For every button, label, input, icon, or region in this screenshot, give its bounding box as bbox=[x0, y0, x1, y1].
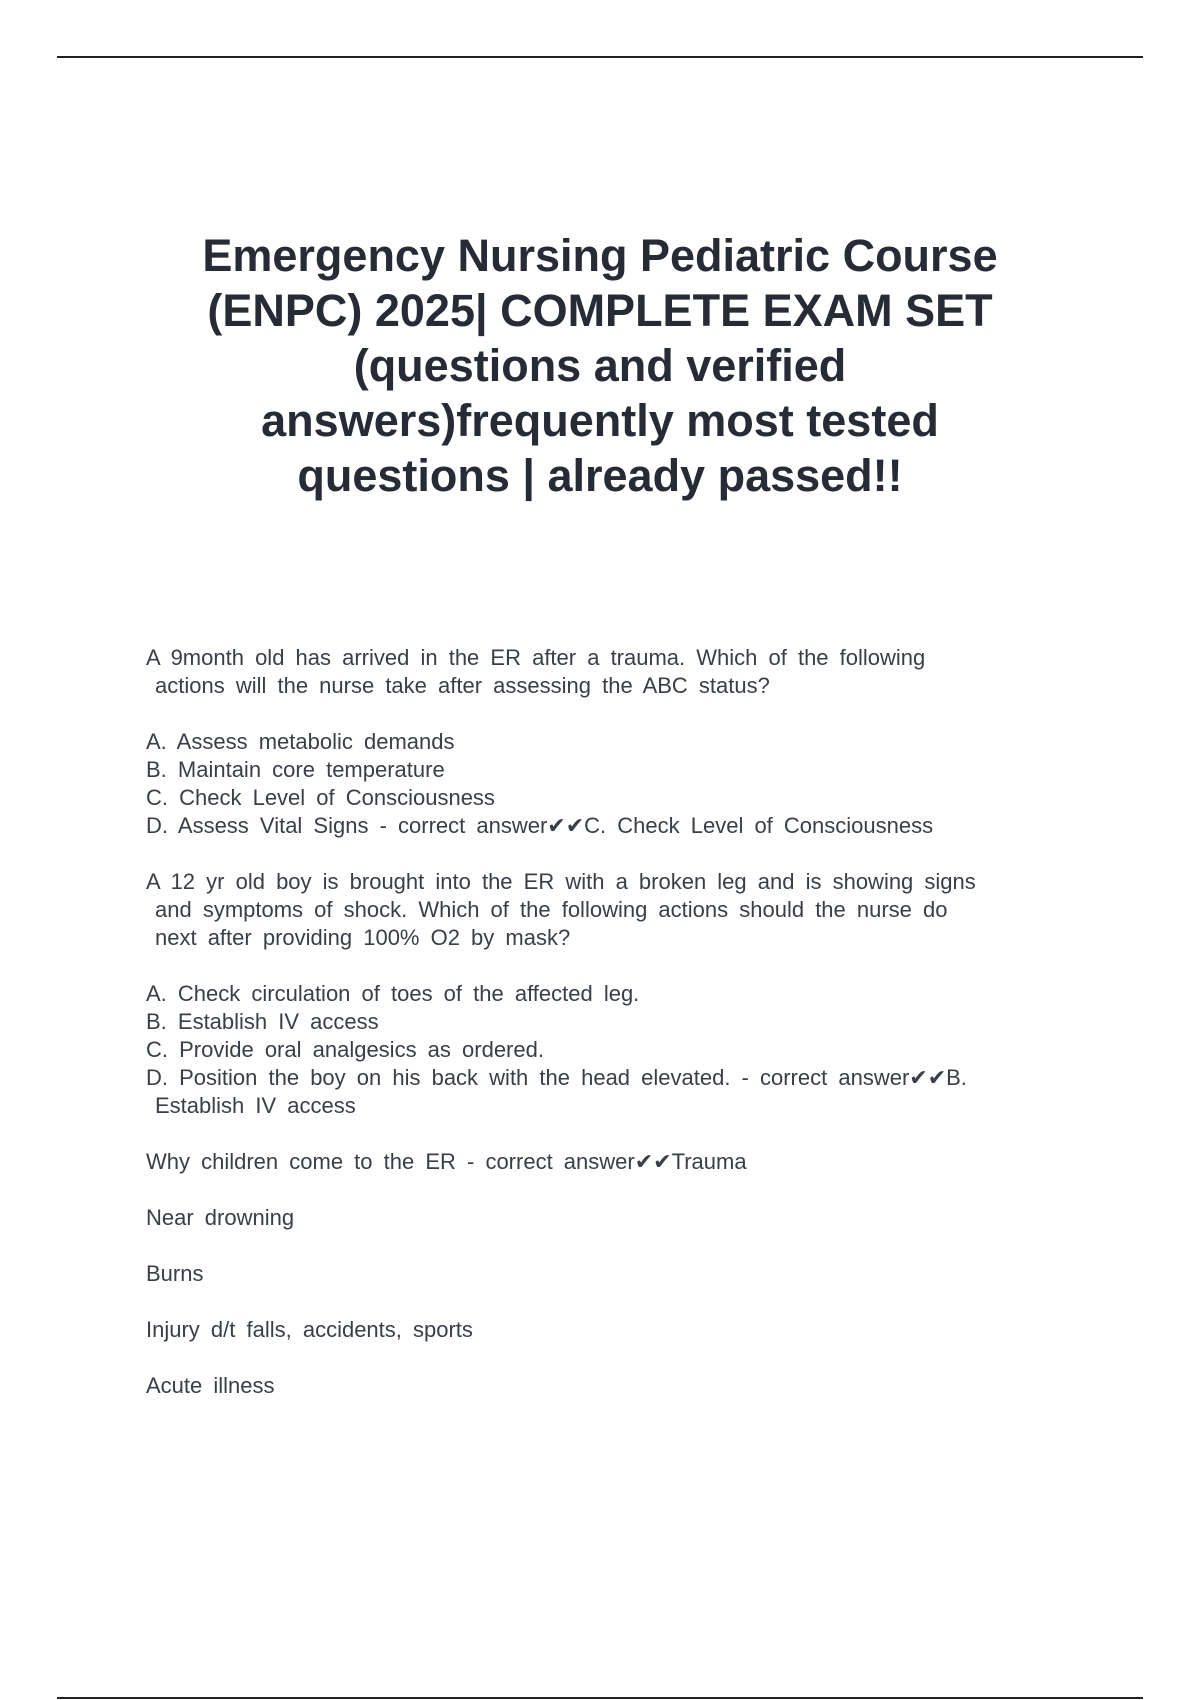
options-list bbox=[146, 980, 1086, 1120]
title-line: answers)frequently most tested bbox=[261, 395, 939, 446]
option-item: B. Establish IV access bbox=[146, 1009, 379, 1034]
answer-item: Burns bbox=[146, 1261, 204, 1286]
question-block bbox=[146, 868, 1086, 952]
answer-item: Acute illness bbox=[146, 1373, 275, 1398]
question-text: next after providing 100% O2 by mask? bbox=[155, 925, 571, 950]
spacer bbox=[146, 1120, 1086, 1148]
top-divider bbox=[57, 56, 1143, 58]
question-text: Why children come to the ER - correct answer✔✔Trauma bbox=[146, 1149, 747, 1174]
option-item: C. Check Level of Consciousness bbox=[146, 785, 495, 810]
answer-item: Injury d/t falls, accidents, sports bbox=[146, 1317, 473, 1342]
bottom-divider bbox=[57, 1697, 1143, 1699]
question-block bbox=[146, 644, 1086, 700]
exam-content bbox=[146, 644, 1086, 1400]
option-item: B. Maintain core temperature bbox=[146, 757, 445, 782]
spacer bbox=[146, 1288, 1086, 1316]
spacer bbox=[146, 840, 1086, 868]
spacer bbox=[146, 1176, 1086, 1204]
options-list bbox=[146, 728, 1086, 840]
option-item: A. Assess metabolic demands bbox=[146, 729, 455, 754]
title-line: questions | already passed!! bbox=[297, 450, 903, 501]
spacer bbox=[146, 700, 1086, 728]
question-text: A 12 yr old boy is brought into the ER with a broken leg and is showing signs bbox=[146, 869, 976, 894]
question-text: actions will the nurse take after assessing the ABC status? bbox=[155, 673, 770, 698]
title-line: Emergency Nursing Pediatric Course bbox=[202, 230, 998, 281]
option-item: C. Provide oral analgesics as ordered. bbox=[146, 1037, 544, 1062]
answer-item: Near drowning bbox=[146, 1205, 295, 1230]
option-item: A. Check circulation of toes of the affected leg. bbox=[146, 981, 640, 1006]
spacer bbox=[146, 952, 1086, 980]
title-line: (questions and verified bbox=[353, 340, 847, 391]
spacer bbox=[146, 1232, 1086, 1260]
spacer bbox=[146, 1344, 1086, 1372]
title-line: (ENPC) 2025| COMPLETE EXAM SET bbox=[207, 285, 993, 336]
option-item: D. Position the boy on his back with the head elevated. - correct answer✔✔B. bbox=[146, 1065, 967, 1090]
document-title bbox=[120, 228, 1080, 503]
option-item: Establish IV access bbox=[155, 1093, 356, 1118]
question-text: and symptoms of shock. Which of the following actions should the nurse do bbox=[155, 897, 948, 922]
option-item: D. Assess Vital Signs - correct answer✔✔C. Check Level of Consciousness bbox=[146, 813, 934, 838]
question-text: A 9month old has arrived in the ER after a trauma. Which of the following bbox=[146, 645, 926, 670]
